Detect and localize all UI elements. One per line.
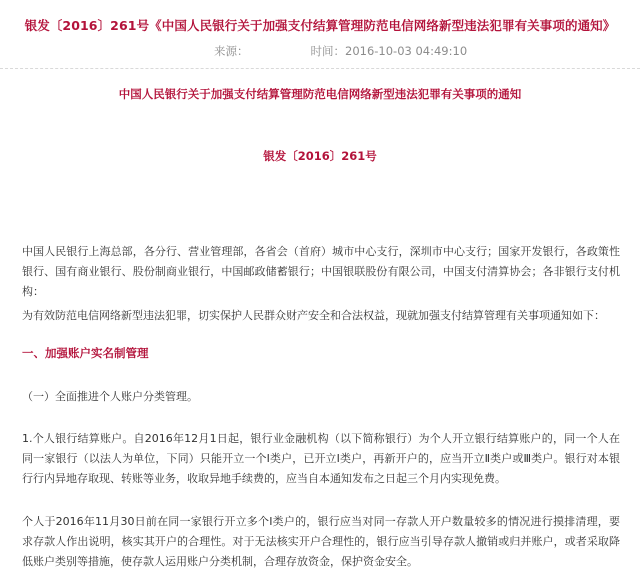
body-paragraph: 1.个人银行结算账户。自2016年12月1日起，银行业金融机构（以下简称银行）为个人开立银行结算账户的，同一个人在同一家银行（以法人为单位，下同）只能开立一个Ⅰ类户，已开立Ⅰ类户，再新开户的，应当开立Ⅱ类户或Ⅲ类户。银行对本银行行内异地存取现、转账等业务，收取异地手续费的，应当自本通知发布之日起三个月内实现免费。 [22, 432, 620, 485]
subsection-heading: （一）全面推进个人账户分类管理。 [22, 390, 198, 403]
intro-paragraph: 为有效防范电信网络新型违法犯罪，切实保护人民群众财产安全和合法权益，现就加强支付结算管理有关事项通知如下： [22, 309, 605, 322]
article-meta [214, 43, 467, 59]
source-label: 来源： [214, 44, 249, 58]
article-header [0, 0, 640, 69]
document-number: 银发〔2016〕261号 [263, 149, 377, 163]
document-title: 中国人民银行关于加强支付结算管理防范电信网络新型违法犯罪有关事项的通知 [118, 87, 522, 101]
article-title: 银发〔2016〕261号《中国人民银行关于加强支付结算管理防范电信网络新型违法犯罪有关事项的通知》 [24, 18, 616, 33]
addressees-paragraph: 中国人民银行上海总部，各分行、营业管理部，各省会（首府）城市中心支行，深圳市中心支行；国家开发银行，各政策性银行、国有商业银行、股份制商业银行，中国邮政储蓄银行；中国银联股份有限公司，中国支付清算协会；各非银行支付机构： [22, 245, 620, 298]
section-heading: 一、加强账户实名制管理 [22, 346, 149, 360]
publish-time: 时间：2016-10-03 04:49:10 [310, 44, 468, 58]
body-paragraph: 个人于2016年11月30日前在同一家银行开立多个Ⅰ类户的，银行应当对同一存款人开户数量较多的情况进行摸排清理，要求存款人作出说明，核实其开户的合理性。对于无法核实开户合理性的，银行应当引导存款人撤销或归并账户，或者采取降低账户类别等措施，使存款人运用账户分类机制，合理存放资金，保护资金安全。 [22, 515, 620, 568]
